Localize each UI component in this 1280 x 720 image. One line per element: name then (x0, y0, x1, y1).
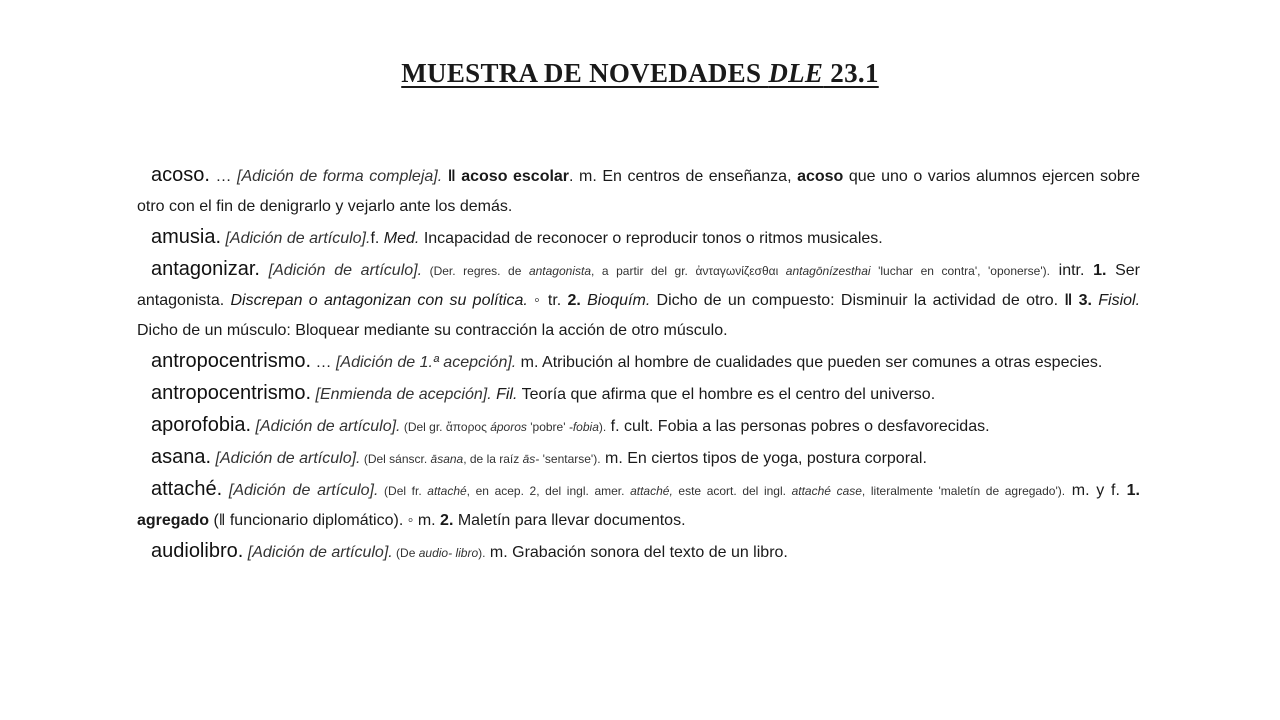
entry-text: intr. (1049, 262, 1094, 279)
entry-lemma: amusia. (151, 226, 222, 248)
etym-text: este acort. del ingl. (672, 484, 792, 498)
document-title (0, 58, 1280, 89)
etym-italic: antagōnízesthai (785, 264, 871, 278)
entry-text: Maletín para llevar documentos. (453, 512, 686, 529)
entry-ellipsis: … (209, 168, 238, 185)
entry-aporofobia (137, 410, 1140, 442)
sense-number: 1. (1093, 262, 1107, 279)
entry-note: [Adición de artículo]. (259, 262, 423, 279)
sense-number: 2. (440, 512, 454, 529)
entry-audiolibro (137, 536, 1140, 568)
entries-list (137, 160, 1140, 568)
entry-note: [Adición de artículo]. (221, 230, 371, 247)
etym-text: 'luchar en contra', 'oponerse'). (870, 264, 1050, 278)
entry-text: f. (370, 230, 384, 247)
entry-note: [Adición de artículo]. (251, 418, 401, 435)
entry-text: Dicho de un compuesto: Disminuir la actividad de otro. (650, 292, 1065, 309)
entry-text: m. Grabación sonora del texto de un libro. (485, 544, 788, 561)
entry-text: que uno o varios alumnos ejercen sobre otro con el fin de denigrarlo y vejarlo ante los demás. (137, 168, 1141, 215)
entry-mark: Med. (383, 230, 420, 247)
etym-italic: āsana (430, 452, 464, 466)
entry-lemma: audiolibro. (151, 540, 244, 562)
etym-italic: áporos (490, 420, 527, 434)
etym-text: , literalmente 'maletín de agregado'). (861, 484, 1066, 498)
entry-lemma: antagonizar. (151, 258, 260, 280)
entry-text: ◦ tr. (527, 292, 568, 309)
etym-text: , a partir del gr. ἀνταγωνίζεσθαι (591, 264, 786, 278)
title-prefix: MUESTRA DE NOVEDADES (401, 58, 769, 88)
entry-antropocentrismo-1 (137, 346, 1140, 378)
etym-italic: libro (455, 546, 479, 560)
etym-text: (Del sánscr. (360, 452, 431, 466)
etym-text: (De (392, 546, 419, 560)
entry-text: f. cult. Fobia a las personas pobres o desfavorecidas. (606, 418, 990, 435)
entry-etymology (393, 546, 486, 560)
entry-text: Dicho de un músculo: Bloquear mediante su contracción la acción de otro músculo. (137, 322, 728, 339)
entry-etymology (401, 420, 607, 434)
entry-lemma: aporofobia. (151, 414, 252, 436)
entry-note: [Adición de artículo]. (211, 450, 361, 467)
entry-text: Ser antagonista. (137, 262, 1140, 309)
entry-lemma: attaché. (151, 478, 223, 500)
title-suffix: 23.1 (823, 58, 879, 88)
entry-asana (137, 442, 1140, 474)
etym-text: , de la raíz (463, 452, 523, 466)
entry-mark: Fil. (491, 386, 518, 403)
sense-number: 2. (567, 292, 581, 309)
entry-etymology (360, 452, 600, 466)
entry-text: Teoría que afirma que el hombre es el centro del universo. (517, 386, 936, 403)
etym-text: (Del gr. ἄπορος (400, 420, 491, 434)
entry-antagonizar (137, 254, 1140, 346)
entry-acoso (137, 160, 1140, 222)
entry-etymology (422, 264, 1050, 278)
etym-italic: antagonista (528, 264, 591, 278)
entry-note: [Adición de 1.ª acepción]. (335, 354, 517, 371)
entry-ref: acoso (797, 168, 844, 185)
entry-text: m. En ciertos tipos de yoga, postura corporal. (600, 450, 927, 467)
etym-text: ). (598, 420, 607, 434)
etym-italic: attaché case (791, 484, 862, 498)
etym-italic: attaché (427, 484, 467, 498)
etym-text: , en acep. 2, del ingl. amer. (466, 484, 631, 498)
entry-ref: agregado (137, 512, 210, 529)
entry-ellipsis: … (311, 354, 336, 371)
sense-number: 3. (1078, 292, 1092, 309)
entry-example: Discrepan o antagonizan con su política. (230, 292, 528, 309)
etym-text: (Del fr. (378, 484, 428, 498)
entry-lemma: asana. (151, 446, 212, 468)
entry-text: Incapacidad de reconocer o reproducir tonos o ritmos musicales. (419, 230, 883, 247)
entry-separator: ‖ (1064, 292, 1079, 309)
entry-note: [Adición de forma compleja]. (237, 168, 443, 185)
entry-antropocentrismo-2 (137, 378, 1140, 410)
entry-text: m. y f. (1065, 482, 1127, 499)
title-italic: DLE (768, 58, 824, 88)
entry-mark: Bioquím. (580, 292, 651, 309)
etym-text: ). (478, 546, 486, 560)
entry-lemma: antropocentrismo. (151, 350, 312, 372)
entry-amusia (137, 222, 1140, 254)
entry-complex-form: acoso escolar (461, 168, 570, 185)
etym-italic: ‑fobia (568, 420, 599, 434)
entry-mark: Fisiol. (1091, 292, 1141, 309)
entry-attache (137, 474, 1140, 536)
entry-etymology (378, 484, 1065, 498)
etym-text: (Der. regres. de (422, 264, 529, 278)
sense-number: 1. (1126, 482, 1140, 499)
entry-note: [Adición de artículo]. (243, 544, 393, 561)
etym-italic: attaché, (630, 484, 673, 498)
etym-text: 'sentarse'). (539, 452, 601, 466)
entry-text: . m. En centros de enseñanza, (569, 168, 798, 185)
entry-note: [Adición de artículo]. (222, 482, 379, 499)
entry-text: (‖ funcionario diplomático). ◦ m. (209, 512, 441, 529)
entry-lemma: acoso. (151, 164, 210, 186)
etym-italic: ās- (522, 452, 540, 466)
entry-text: m. Atribución al hombre de cualidades que pueden ser comunes a otras especies. (516, 354, 1103, 371)
entry-separator: ‖ (442, 168, 462, 185)
etym-text: 'pobre' (526, 420, 569, 434)
entry-note: [Enmienda de acepción]. (311, 386, 492, 403)
etym-italic: audio- (418, 546, 453, 560)
entry-lemma: antropocentrismo. (151, 382, 312, 404)
